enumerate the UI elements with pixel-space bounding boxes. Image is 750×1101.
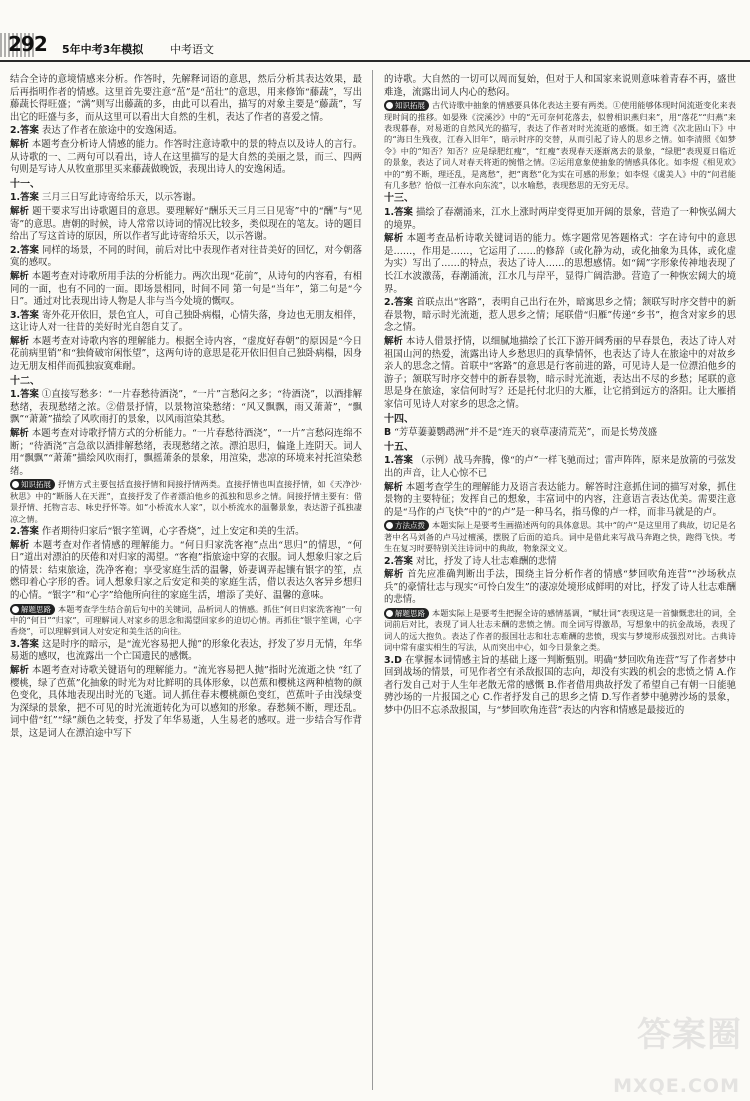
entry-label: 解析 [384, 569, 404, 581]
tip-badge [384, 100, 429, 111]
entry-text: ①直接写愁多：“一片春愁待酒浇”，“一片”言愁闷之多；“待酒浇”，以酒排解愁绪，表现愁绪之浓。②借景抒情，以景物渲染愁绪：“风又飘飘，雨又萧萧”，“飘飘”“萧萧”描绘了风吹雨打的景象，以风雨渲染其愁。 [10, 389, 363, 426]
entry-label: 解析 [10, 428, 29, 440]
entry-text: 同样的场景，不同的时间，前后对比中表现作者对往昔美好的回忆，对今朝落寞的感叹。 [10, 244, 362, 269]
tip-badge-label: 方法点拨 [395, 521, 425, 531]
subject-title: 中考语文 [170, 43, 214, 56]
section-heading: 十一、 [10, 178, 40, 190]
answer-entry [10, 389, 362, 427]
tip-text: 本题实际上是要考生把握全诗的感情基调，“赋壮词”表现这是一首慷慨悲壮的词，全词前后对比，表现了词人壮志未酬的悲愤之情。而全词写得激昂，写想象中的抗金战场，表现了词人的远大抱负。表达了作者的报国壮志和壮志难酬的悲愤，现实与梦境形成强烈对比。古典诗词中常有虚实相生的写法，从而突出中心，如今日景象之类。 [384, 607, 736, 653]
answer-entry [10, 428, 362, 478]
entry-text: 本题考查对作者情感的理解能力。“何日归家洗客袍”点出“思归”的情思，“何日”道出对漂泊的厌倦和对归家的渴望。“客袍”指旅途中穿的衣服。词人想象归家之后的情景：结束旅途，洗净客袍；享受家庭生活的温馨，娇妻调弄起镶有银字的笙，点燃印着心字形的香。词人想象归家之后安定和美的家庭生活，借以表达久客异乡想归的心情。“银字”和“心字”给他所向往的家庭生活，增添了美好、温馨的意味。 [10, 539, 362, 601]
answer-entry [384, 556, 736, 569]
entry-label: 解析 [384, 481, 403, 493]
book-series-title: 5年中考3年模拟 [62, 43, 144, 56]
answer-entry [384, 655, 736, 718]
tip-note [384, 608, 736, 654]
entry-text: 本题考查品析诗歌关键词语的能力。炼字题常见答题格式：字在诗句中的意思是……，作用是……，它运用了……的修辞（或化静为动，或化抽象为具体，或化虚为实）写出了……的特点，表达了诗人……的思想感情。如“阔”字形象传神地表现了长江水波激荡，春潮涌流，江水几与岸平，显得广阔浩渺。营造了一种恢宏阔大的境界。 [384, 233, 736, 295]
entry-label: 1.答案 [10, 192, 39, 204]
entry-text: 本题考查对诗歌内容的理解能力。根据全诗内容，“虚度好春朝”的原因是“今日花前病里销”和“独倚破帘闲怅望”，这两句诗的意思是花开依旧但自己独卧病榻，因身边无朋友相伴而孤独寂寞难耐。 [10, 335, 362, 373]
tip-bulb-icon [386, 102, 393, 109]
entry-text: 在掌握本词情感主旨的基础上逐一判断甄别。明确“梦回吹角连营”写了作者梦中回到战场的情景，可见作者空有杀敌报国的志向，却没有实践的机会的悲愤之情 A.作者行发自己对于人生年老散无常的感慨 B.作者借用典故抒发了希望自己有朝一日能驰骋沙场的一片报国之心 C.作者抒发自己的思乡之情 D.写作者梦中驰骋沙场的景象，梦中仍旧不忘杀敌报国，与“梦回吹角连营”表达的内容和情感是最接近的 [384, 654, 736, 716]
answer-entry [10, 639, 362, 664]
section-heading: 十五、 [384, 441, 414, 453]
entry-text: 本题考查分析诗人情感的能力。作答时注意诗歌中的景的特点以及诗人的言行。从诗歌的一、二两句可以看出，诗人在这里描写的是大自然的美丽之景，而三、四两句则是写诗人从牧童那里买来藤蔬做晚饭，表现出诗人的安逸闲适。 [10, 138, 362, 176]
answer-entry [384, 455, 736, 480]
entry-label: 2.答案 [10, 125, 39, 137]
left-column [10, 74, 362, 742]
entry-text: 三月三日写此诗寄给乐天，以示答谢。 [41, 192, 202, 204]
answer-entry [10, 125, 362, 138]
entry-text: 寄外花开依旧，景色宜人，可自己独卧病榻，心情失落，身边也无朋友相伴，这让诗人对一往昔的美好时光自怨自艾了。 [10, 309, 362, 334]
answer-entry [384, 569, 736, 607]
header-rule [0, 60, 750, 62]
page-number: 292 [8, 32, 47, 56]
entry-label: 解析 [10, 335, 30, 347]
entry-label: 解析 [10, 539, 30, 551]
tip-bulb-icon [12, 481, 19, 488]
entry-text: 首先应准确判断出手法，围绕主旨分析作者的情感“梦回吹角连营”“沙场秋点兵”的豪情壮志与现实“可怜白发生”的凄凉处境形成鲜明的对比，抒发了诗人壮志难酬的悲情。 [384, 569, 736, 606]
entry-text: 描绘了春潮涌来，江水上涨时两岸变得更加开阔的景象，营造了一种恢弘阔大的境界。 [384, 207, 736, 231]
column-divider [372, 70, 373, 1090]
entry-label: 1.答案 [384, 455, 413, 467]
tip-badge-label: 知识拓展 [395, 101, 425, 111]
tip-badge [384, 520, 429, 531]
answer-entry [10, 245, 362, 270]
tip-badge [10, 479, 55, 490]
entry-label: 2.答案 [384, 555, 413, 567]
tip-bulb-icon [386, 610, 393, 617]
entry-label: 解析 [384, 335, 403, 347]
entry-text: 题干要求写出诗歌题目的意思。要理解好“酬乐天三月三日见寄”中的“酬”与“见寄”的意思。唐朝的时候，诗人常常以诗词的情况比较多，类似现在的笔友。诗的题目给出了写这首诗的原因，所以作者写此诗寄给乐天，以示答谢。 [10, 205, 362, 243]
entry-label: 解析 [10, 138, 29, 150]
entry-label: 解析 [10, 270, 29, 282]
answer-entry [384, 233, 736, 296]
answer-entry [384, 297, 736, 335]
section-heading: 十四、 [384, 413, 414, 425]
entry-text: 本题考查对诗歌所用手法的分析能力。两次出现“花前”，从诗句的内容看，有相同的一面，也有不同的一面。即场景相同，时间不同 第一句是“当年”，第二句是“今日”。通过对比表现出诗人物是人非与当今处境的慨叹。 [10, 270, 362, 308]
tip-bulb-icon [12, 606, 19, 613]
section-heading: 十二、 [10, 375, 40, 387]
entry-label: 3.答案 [10, 309, 39, 321]
paragraph: 结合全诗的意境情感来分析。作答时，先解释词语的意思，然后分析其表达效果，最后再指明作者的情感。这里首先要注意“茁”是“茁壮”的意思，用来修饰“藤蔬”，写出藤蔬长得旺盛；“满”则写出藤蔬的多，由此可以看出，描写的对象主要是“藤蔬”，写出它的旺盛与多，而从这里可以看出大自然的生机，表达了作者的喜爱之情。 [10, 74, 362, 123]
tip-badge [384, 608, 429, 619]
tip-note [384, 520, 736, 554]
answer-entry [384, 336, 736, 412]
entry-label: 解析 [10, 205, 30, 217]
tip-text: 抒情方式主要包括直接抒情和间接抒情两类。直接抒情也叫直接抒情，如《天净沙·秋思》中的“断肠人在天涯”，直接抒发了作者漂泊他乡的孤独和思乡之情。间接抒情主要有：借景抒情、托物言志、咏史抒怀等。如“小桥流水人家”，以小桥流水的温馨景象，表达游子孤独凄凉之情。 [10, 479, 362, 524]
answer-entry [384, 207, 736, 232]
tip-badge-label: 解题思路 [395, 608, 425, 618]
answer-entry [10, 139, 362, 177]
entry-text: 本题考查学生的理解能力及语言表达能力。解答时注意抓住词的描写对象，抓住景物的主要特征；发挥自己的想象，丰富词中的内容，注意语言表达优美。需要注意的是“马作的卢飞快”中的“的卢”是一种马名，指马像的卢一样，而非马就是的卢。 [384, 481, 736, 518]
tip-badge [10, 604, 55, 615]
watermark-logo-text: 答案圈 [637, 1015, 742, 1055]
answer-entry [10, 336, 362, 374]
page-header [0, 0, 750, 60]
tip-note [384, 100, 736, 191]
entry-label: 1.答案 [10, 389, 39, 401]
entry-text: 作者期待归家后“银字笙调，心字香烧”，过上安定和美的生活。 [41, 526, 305, 538]
tip-badge-label: 解题思路 [21, 604, 51, 614]
answer-entry [10, 540, 362, 603]
entry-label: 解析 [384, 233, 404, 245]
answer-entry [10, 192, 362, 205]
site-watermark [612, 1015, 742, 1098]
entry-label: 解析 [10, 665, 29, 676]
paragraph: 的诗歌。大自然的一切可以周而复始，但对于人和国家来说则意味着青春不再，盛世难逢，流露出词人内心的愁闷。 [384, 74, 736, 98]
answer-entry [10, 310, 362, 335]
tip-text: 古代诗歌中抽象的情感要具体化表达主要有两类。①使用能够体现时间流逝变化来表现时间的推移。如晏殊《浣溪沙》中的“无可奈何花落去，似曾相识燕归来”，用“落花”“归燕”来表现暮春，对易逝的自然风光的描写，表达了作者对时光流逝的感慨。如王湾《次北固山下》中的“海日生残夜，江春入旧年”，暗示时序的交替，从而引起了诗人的思乡之情。如李清照《如梦令》中的“知否？知否？应是绿肥红瘦”，“红瘦”表现春天逐渐离去的景象，“绿肥”表现夏日临近的景象，表达了词人对春天将逝的惋惜之情。②运用意象使抽象的情感具体化。如李煜《相见欢》中的“剪不断，理还乱，是离愁”，把“离愁”化为实在可感的形象；如李煜《虞美人》中的“问君能有几多愁？恰似一江春水向东流”，以水喻愁，表现愁思的无穷无尽。 [384, 100, 736, 191]
answer-entry [10, 271, 362, 309]
entry-text: 本诗人借景抒情，以细腻地描绘了长江下游开阔秀丽的早春景色，表达了诗人对祖国山河的热爱，流露出诗人乡愁思归的真挚情怀，也表达了诗人在旅途中的对故乡亲人的思念之情。首联中“客路”的意思是行客前进的路，可见诗人是一位漂泊他乡的游子；颔联写时序交替中的新春景物，暗示时光流逝，表达出不尽的乡愁；尾联的意思是身在旅途，家信何时写？还是托付北归的大雁，让它捎到远方的洛阳。让大雁捎家信可见诗人对家乡的思念之情。 [384, 335, 736, 410]
right-column [384, 74, 736, 718]
entry-text: 这是时序的暗示，是“流光容易把人抛”的形象化表达，抒发了岁月无情，年华易逝的感叹，也流露出一个亡国遗民的感慨。 [10, 638, 362, 663]
entry-text: 首联点出“客路”，表明自己出行在外，暗寓思乡之情；颔联写时序交替中的新春景物，暗示时光流逝，惹人思乡之情；尾联借“归雁”传递“乡书”，抱含对家乡的思念之情。 [384, 297, 736, 334]
watermark-url: MXQE.COM [613, 1075, 740, 1098]
answer-entry [10, 206, 362, 244]
tip-text: 本题实际上是要考生画描述两句的具体意思。其中“的卢”是这里用了典故，切记是名著中名马刘备的卢马过檀溪，摆脱了后面的追兵。词中是借此来写战马奔跑之快，跑得飞快。考生在复习时要特别关注诗词中的典故，物象深文义。 [384, 520, 736, 554]
entry-text: 表达了作者在旅途中的安逸闲适。 [41, 125, 183, 137]
tip-note [10, 479, 362, 525]
section-heading: 十三、 [384, 193, 414, 205]
answer-entry [10, 526, 362, 539]
entry-text: （示例）战马奔腾，像“的卢”一样飞驰而过；雷声阵阵，原来是放箭的弓弦发出的声音，让人心惊不已 [384, 455, 736, 479]
answer-entry [384, 482, 736, 520]
entry-label: 3.D [384, 654, 402, 666]
answer-entry [384, 427, 736, 440]
tip-text: 本题考查学生结合前后句中的关键词，品析词人的情感。抓住“何日归家洗客袍”一句中的“何日”“归家”，可理解词人对家乡的思念和渴望回家乡的迫切心情。再抓住“银字笙调，心字香烧”，可以理解到词人对安定和美生活的向往。 [10, 603, 362, 637]
entry-label: 2.答案 [10, 244, 39, 256]
entry-text: “芳草萋萋鹦鹉洲”并不是“连天的衰草凄清荒芜”，而是长势茂盛 [394, 427, 658, 439]
entry-label: 2.答案 [384, 297, 413, 309]
entry-label: B [384, 427, 392, 439]
entry-label: 1.答案 [384, 207, 413, 219]
entry-label: 2.答案 [10, 526, 39, 538]
entry-text: 对比，抒发了诗人壮志难酬的悲情 [415, 555, 557, 567]
tip-badge-label: 知识拓展 [21, 480, 51, 490]
entry-label: 3.答案 [10, 638, 39, 650]
tip-note [10, 604, 362, 638]
entry-text: 本题考查对诗歌关键语句的理解能力。“流光容易把人抛”指时光流逝之快 “红了樱桃，绿了芭蕉”化抽象的时光为对比鲜明的具体形象，以芭蕉和樱桃这两种植物的颜色变化，具体地表现出时光的飞逝。词人抓住春末樱桃颜色变红，芭蕉叶子由浅绿变为深绿的景象，把不可见的时光流逝转化为可以感知的形象。春愁频不断，理还乱。词中借“红”“绿”颜色之转变，抒发了年华易逝，人生易老的感叹。进一步结合写作背景，这是词人在漂泊途中写下 [10, 665, 362, 739]
tip-bulb-icon [386, 522, 393, 529]
answer-entry [10, 665, 362, 741]
entry-text: 本题考查对诗歌抒情方式的分析能力。“一片春愁待酒浇”，“一片”言愁闷连绵不断；“待酒浇”言急欲以酒排解愁绪，表现愁绪之浓。漂泊思归，偏逢上连阴天。词人用“飘飘”“萧萧”描绘风吹雨打，飘摇萧条的景象，用渲染，悲凉的环境来衬托渲染愁绪。 [10, 428, 362, 477]
